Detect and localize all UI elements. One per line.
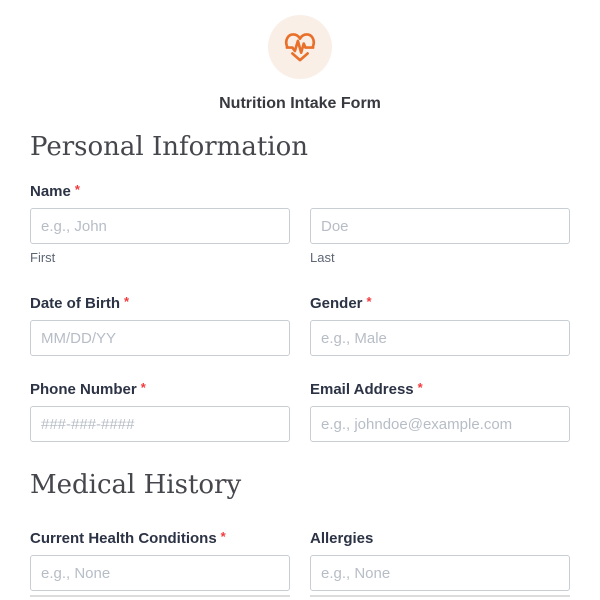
- last-name-input[interactable]: [310, 208, 570, 244]
- dob-field: [30, 295, 290, 356]
- email-field-label: [310, 381, 570, 399]
- allergies-label-text: Allergies: [310, 530, 374, 547]
- required-asterisk: *: [140, 380, 146, 395]
- name-field-label: [30, 183, 290, 201]
- phone-label-text: Phone Number: [30, 381, 137, 398]
- name-label-text: Name: [30, 183, 71, 200]
- section-heading-personal: Personal Information: [30, 132, 309, 162]
- gender-input[interactable]: [310, 320, 570, 356]
- first-name-input[interactable]: [30, 208, 290, 244]
- health-conditions-field: [30, 530, 290, 591]
- section-heading-medical: Medical History: [30, 470, 242, 500]
- gender-field: [310, 295, 570, 356]
- heart-pulse-icon: [281, 28, 319, 66]
- required-asterisk: *: [417, 380, 423, 395]
- health-conditions-field-label: [30, 530, 290, 548]
- conditions-allergies-row: [30, 530, 570, 591]
- name-first-column: [30, 183, 290, 265]
- first-name-sublabel: First: [30, 250, 56, 265]
- email-label-text: Email Address: [310, 381, 414, 398]
- email-input[interactable]: [310, 406, 570, 442]
- dob-label-text: Date of Birth: [30, 295, 120, 312]
- allergies-input[interactable]: [310, 555, 570, 591]
- dob-field-label: [30, 295, 290, 313]
- required-asterisk: *: [124, 294, 130, 309]
- last-name-spacer-label: [310, 183, 570, 201]
- phone-email-row: [30, 381, 570, 442]
- health-conditions-input[interactable]: [30, 555, 290, 591]
- phone-field: [30, 381, 290, 442]
- dob-gender-row: [30, 295, 570, 356]
- form-logo-wrap: [30, 15, 570, 79]
- cutoff-right: [310, 595, 570, 597]
- gender-field-label: [310, 295, 570, 313]
- dob-input[interactable]: [30, 320, 290, 356]
- form-logo-circle: [268, 15, 332, 79]
- required-asterisk: *: [366, 294, 372, 309]
- allergies-field: [310, 530, 570, 591]
- next-row-cutoff: [30, 595, 570, 597]
- required-asterisk: *: [74, 182, 80, 197]
- gender-label-text: Gender: [310, 295, 363, 312]
- last-name-sublabel: Last: [310, 250, 335, 265]
- email-field: [310, 381, 570, 442]
- required-asterisk: *: [220, 529, 226, 544]
- name-field: [30, 183, 570, 265]
- allergies-field-label: [310, 530, 570, 548]
- phone-field-label: [30, 381, 290, 399]
- phone-input[interactable]: [30, 406, 290, 442]
- cutoff-left: [30, 595, 290, 597]
- form-title: Nutrition Intake Form: [219, 95, 381, 112]
- health-conditions-label-text: Current Health Conditions: [30, 530, 217, 547]
- name-last-column: [310, 183, 570, 265]
